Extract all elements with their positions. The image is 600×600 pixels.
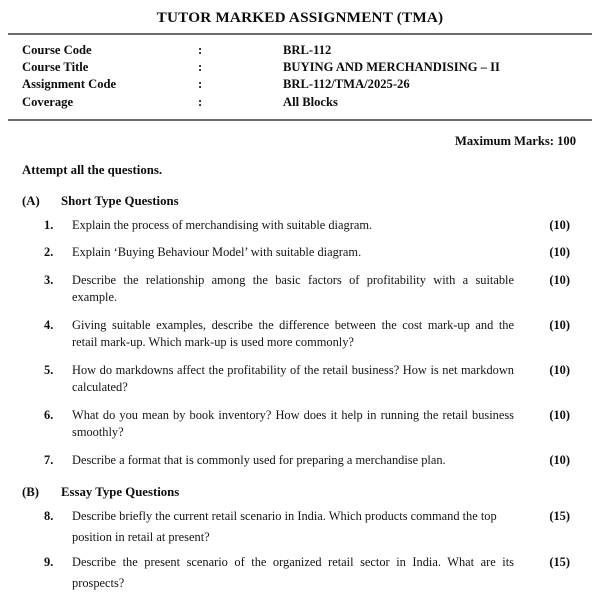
question-marks: (10)	[549, 362, 570, 377]
attempt-instruction: Attempt all the questions.	[22, 162, 163, 177]
course-info-value: BRL-112	[283, 43, 332, 57]
question-text: How do markdowns affect the profitability of the retail business? How is net markdown calculated?	[72, 362, 514, 395]
question-text: Describe the relationship among the basic factors of profitability with a suitable example.	[72, 272, 514, 305]
question-number: 4.	[44, 317, 54, 332]
question-marks: (10)	[549, 407, 570, 422]
question-marks: (10)	[549, 317, 570, 332]
course-info-label: Assignment Code	[22, 77, 117, 92]
section-b-question-list	[8, 506, 592, 594]
page-title: TUTOR MARKED ASSIGNMENT (TMA)	[156, 9, 444, 26]
question-text: Describe a format that is commonly used for preparing a merchandise plan.	[72, 452, 446, 467]
question-text: What do you mean by book inventory? How does it help in running the retail business smoothly?	[72, 407, 514, 440]
question-item	[8, 452, 592, 470]
section-a	[8, 194, 592, 470]
question-item	[8, 362, 592, 397]
maximum-marks: Maximum Marks: 100	[454, 133, 576, 148]
section-b	[8, 485, 592, 594]
question-number: 6.	[44, 407, 54, 422]
section-a-letter: (A)	[22, 193, 40, 208]
section-a-question-list	[8, 217, 592, 470]
course-info-label: Coverage	[22, 94, 74, 109]
course-info-colon: :	[198, 43, 203, 57]
course-info-label: Course Title	[22, 60, 89, 75]
course-info-row	[22, 94, 592, 111]
course-info-row	[22, 76, 592, 93]
question-text: Giving suitable examples, describe the difference between the cost mark-up and the retail mark-up. Which mark-up is used more commonly?	[72, 317, 514, 350]
question-marks: (10)	[549, 217, 570, 232]
course-info-row	[22, 59, 592, 76]
section-b-heading	[8, 485, 592, 500]
course-info-colon: :	[198, 94, 203, 109]
course-info-value: BRL-112/TMA/2025-26	[283, 77, 410, 92]
course-info-colon: :	[198, 77, 203, 92]
question-item	[8, 244, 592, 262]
section-b-title: Essay Type Questions	[61, 485, 180, 500]
header-divider-top	[8, 33, 592, 35]
course-info-value: All Blocks	[283, 94, 338, 109]
question-number: 8.	[44, 509, 54, 524]
section-a-heading	[8, 194, 592, 209]
question-marks: (10)	[549, 452, 570, 467]
question-item	[8, 217, 592, 235]
question-text: Describe briefly the current retail scenario in India. Which products command the top position in retail at present?	[72, 509, 497, 545]
course-info-value: BUYING AND MERCHANDISING – II	[283, 60, 500, 75]
course-info-row	[22, 42, 592, 59]
course-info-colon: :	[198, 60, 203, 75]
question-item	[8, 272, 592, 307]
question-item	[8, 407, 592, 442]
question-number: 2.	[44, 245, 54, 260]
question-marks: (10)	[549, 272, 570, 287]
section-b-letter: (B)	[22, 485, 40, 500]
question-text: Explain the process of merchandising with suitable diagram.	[72, 217, 373, 232]
question-number: 9.	[44, 555, 54, 570]
question-marks: (15)	[549, 509, 570, 524]
question-marks: (15)	[549, 555, 570, 570]
question-item	[8, 317, 592, 352]
question-item	[8, 506, 592, 548]
header-divider-bottom	[8, 119, 592, 121]
question-text: Describe the present scenario of the organized retail sector in India. What are its prospects?	[72, 555, 514, 591]
course-info-block	[8, 42, 592, 111]
question-marks: (10)	[549, 245, 570, 260]
question-text: Explain ‘Buying Behaviour Model’ with suitable diagram.	[72, 245, 362, 260]
question-number: 1.	[44, 217, 54, 232]
question-number: 7.	[44, 452, 54, 467]
course-info-label: Course Code	[22, 43, 92, 57]
question-item	[8, 552, 592, 594]
question-number: 5.	[44, 362, 54, 377]
section-a-title: Short Type Questions	[61, 193, 179, 208]
question-number: 3.	[44, 272, 54, 287]
